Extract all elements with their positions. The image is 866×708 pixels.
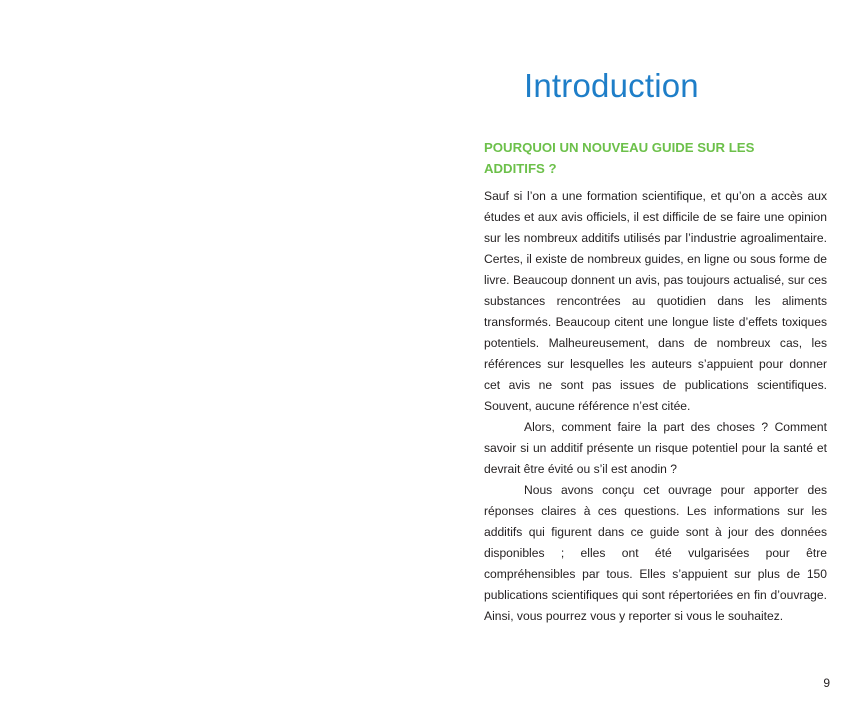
body-text <box>484 186 827 627</box>
paragraph-2: Alors, comment faire la part des choses ? Comment savoir si un additif présente un risque potentiel pour la santé et devrait être évité ou s’il est anodin ? <box>484 420 827 476</box>
paragraph-3: Nous avons conçu cet ouvrage pour apporter des réponses claires à ces questions. Les informations sur les additifs qui figurent dans ce guide sont à jour des données disponibles ; elles ont été vulgarisées pour être compréhensibles par tous. Elles s’appuient sur plus de 150 publications scientifiques qui sont répertoriées en fin d’ouvrage. Ainsi, vous pourrez vous y reporter si vous le souhaitez. <box>484 483 827 623</box>
page-title: Introduction <box>524 67 699 104</box>
paragraph-1: Sauf si l’on a une formation scientifique, et qu’on a accès aux études et aux avis officiels, il est difficile de se faire une opinion sur les nombreux additifs utilisés par l’industrie agroalimentaire. Certes, il existe de nombreux guides, en ligne ou sous forme de livre. Beaucoup donnent un avis, pas toujours actualisé, sur ces substances rencontrées au quotidien dans les aliments transformés. Beaucoup citent une longue liste d’effets toxiques potentiels. Malheureusement, dans de nombreux cas, les références sur lesquelles les auteurs s’appuient pour donner cet avis ne sont pas issues de publications scientifiques. Souvent, aucune référence n’est citée. <box>484 189 827 413</box>
section-heading: POURQUOI UN NOUVEAU GUIDE SUR LES ADDITIFS ? <box>484 140 755 176</box>
page-number: 9 <box>823 676 830 690</box>
